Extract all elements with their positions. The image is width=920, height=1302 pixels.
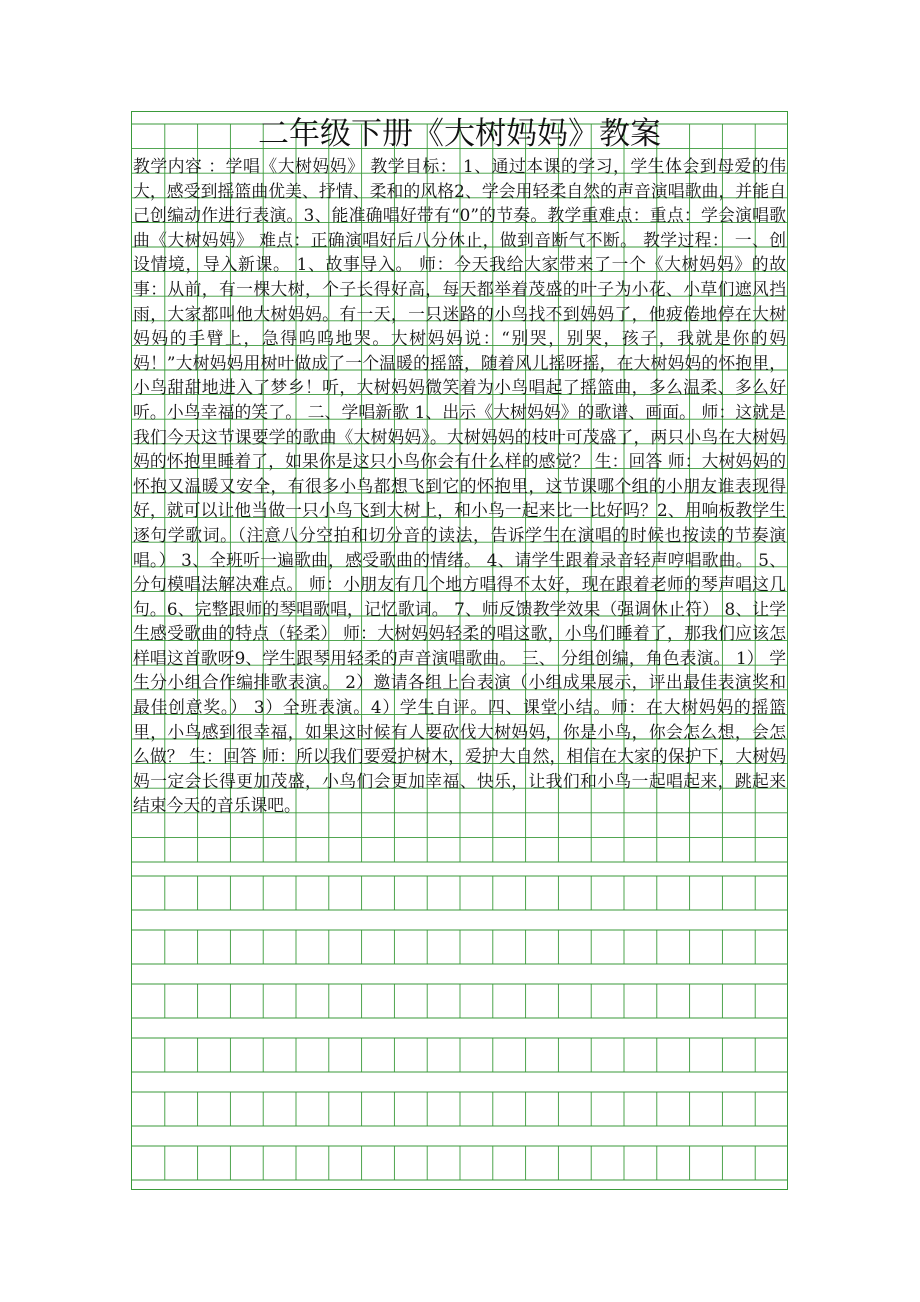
document-title: 二年级下册《大树妈妈》教案 [258, 116, 661, 152]
document-body: 教学内容 ：学唱《大树妈妈》 教学目标： 1、通过本课的学习，学生体会到母爱的伟大，感受到摇篮曲优美、抒情、柔和的风格2、学会用轻柔自然的声音演唱歌曲，并能自己创编动作进行表演。3、能准确唱好带有“0”的节奏。教学重难点：重点：学会演唱歌曲《大树妈妈》 难点：正确演唱好后八分休止，做到音断气不断。 教学过程： 一、创设情境，导入新课。 1、故事导入。 师：今天我给大家带来了一个《大树妈妈》的故事：从前，有一棵大树，个子长得好高，每天都举着茂盛的叶子为小花、小草们遮风挡雨，大家都叫他大树妈妈。有一天，一只迷路的小鸟找不到妈妈了，他疲倦地停在大树妈妈的手臂上，急得呜呜地哭。大树妈妈说：“别哭，别哭，孩子，我就是你的妈妈！”大树妈妈用树叶做成了一个温暖的摇篮，随着风儿摇呀摇，在大树妈妈的怀抱里，小鸟甜甜地进入了梦乡！听，大树妈妈微笑着为小鸟唱起了摇篮曲，多么温柔、多么好听。小鸟幸福的笑了。 二、学唱新歌 1、出示《大树妈妈》的歌谱、画面。 师：这就是我们今天这节课要学的歌曲《大树妈妈》。大树妈妈的枝叶可茂盛了，两只小鸟在大树妈妈的怀抱里睡着了，如果你是这只小鸟你会有什么样的感觉？ 生：回答 师：大树妈妈的怀抱又温暖又安全，有很多小鸟都想飞到它的怀抱里，这节课哪个组的小朋友谁表现得好，就可以让他当做一只小鸟飞到大树上，和小鸟一起来比一比好吗？2、用响板教学生逐句学歌词。（注意八分空拍和切分音的读法，告诉学生在演唱的时候也按读的节奏演唱。） 3、全班听一遍歌曲，感受歌曲的情绪。 4、请学生跟着录音轻声哼唱歌曲。 5、分句模唱法解决难点。 师：小朋友有几个地方唱得不太好，现在跟着老师的琴声唱这几句。6、完整跟师的琴唱歌唱，记忆歌词。 7、师反馈教学效果（强调休止符） 8、让学生感受歌曲的特点（轻柔） 师：大树妈妈轻柔的唱这歌，小鸟们睡着了，那我们应该怎样唱这首歌呀9、学生跟琴用轻柔的声音演唱歌曲。 三、 分组创编，角色表演。 1） 学生分小组合作编排歌表演。 2）邀请各组上台表演（小组成果展示，评出最佳表演奖和最佳创意奖。） 3）全班表演。4）学生自评。四、课堂小结。师：在大树妈妈的摇篮里，小鸟感到很幸福，如果这时候有人要砍伐大树妈妈，你是小鸟，你会怎么想，会怎么做？ 生：回答 师：所以我们要爱护树木，爱护大自然，相信在大家的保护下，大树妈妈一定会长得更加茂盛，小鸟们会更加幸福、快乐，让我们和小鸟一起唱起来，跳起来结束今天的音乐课吧。 [133, 156, 786, 816]
composition-grid-paper [131, 111, 788, 1190]
